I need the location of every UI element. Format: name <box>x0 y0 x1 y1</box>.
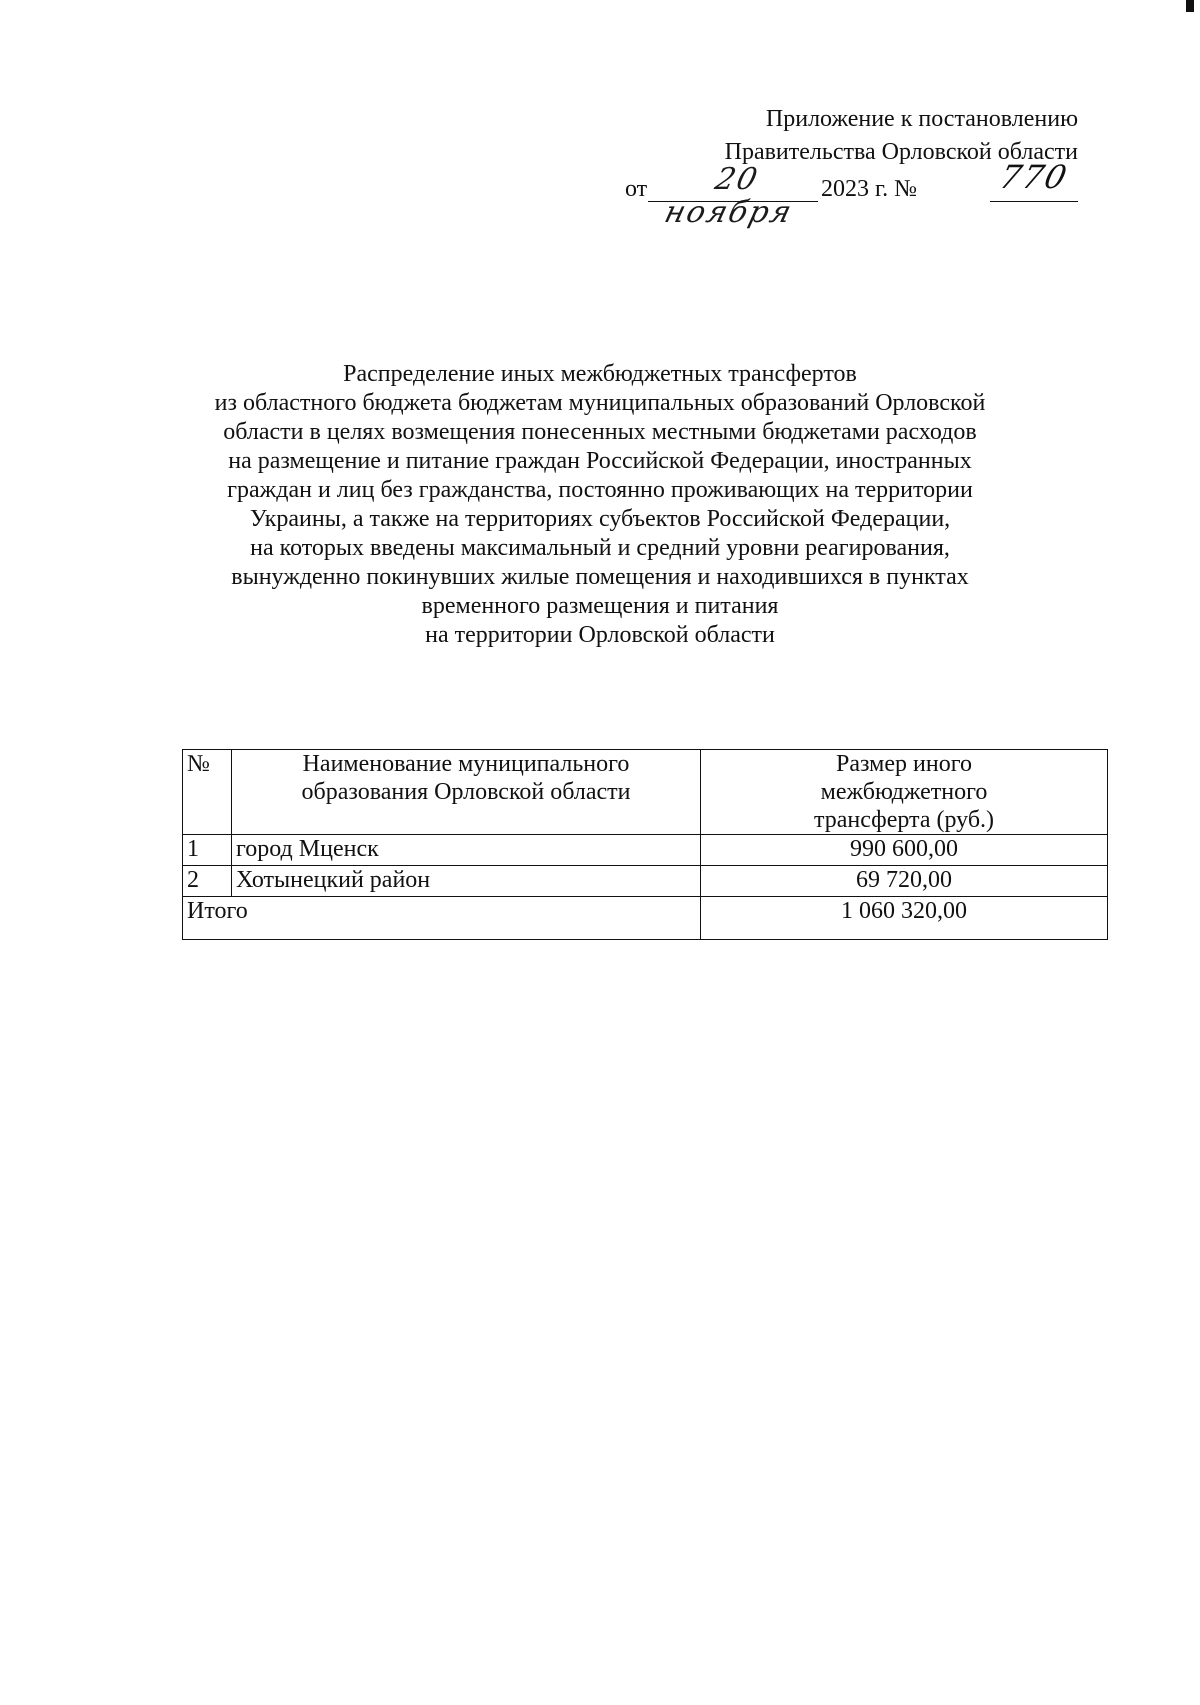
number-underline <box>990 201 1078 202</box>
title-line: граждан и лиц без гражданства, постоянно проживающих на территории <box>227 477 973 503</box>
date-underline <box>648 201 818 202</box>
title-line: вынужденно покинувших жилые помещения и находившихся в пунктах <box>231 564 969 590</box>
date-prefix: от <box>625 176 648 202</box>
header-amount-line: межбюджетного <box>820 779 988 805</box>
total-amount: 1 060 320,00 <box>701 897 1108 940</box>
title-line: на размещение и питание граждан Российской Федерации, иностранных <box>228 448 972 474</box>
row-amount: 990 600,00 <box>701 835 1108 866</box>
row-amount: 69 720,00 <box>701 866 1108 897</box>
total-label: Итого <box>183 897 701 940</box>
header-amount <box>701 750 1108 835</box>
title-line: из областного бюджета бюджетам муниципальных образований Орловской <box>214 390 986 416</box>
header-amount-line: трансферта (руб.) <box>813 807 995 833</box>
row-municipality: Хотынецкий район <box>232 866 701 897</box>
title-line: временного размещения и питания <box>421 593 779 619</box>
row-number: 1 <box>183 835 232 866</box>
year-and-number-label: 2023 г. № <box>821 176 918 202</box>
header-municipality-line: образования Орловской области <box>301 779 631 805</box>
table-total-row <box>183 897 1108 940</box>
handwritten-number: 770 <box>995 158 1073 196</box>
title-line: Украины, а также на территориях субъектов Российской Федерации, <box>249 506 951 532</box>
header-municipality <box>232 750 701 835</box>
table-row <box>183 835 1108 866</box>
title-line: на которых введены максимальный и средний уровни реагирования, <box>250 535 950 561</box>
title-line: Распределение иных межбюджетных трансфертов <box>343 361 857 387</box>
scan-corner-mark <box>1186 0 1194 12</box>
handwritten-date: 20 ноября <box>660 162 797 230</box>
title-line: на территории Орловской области <box>425 622 775 648</box>
table-row <box>183 866 1108 897</box>
title-line: области в целях возмещения понесенных местными бюджетами расходов <box>223 419 977 445</box>
header-number: № <box>183 750 232 835</box>
table-header-row <box>183 750 1108 835</box>
document-title <box>140 360 1060 650</box>
row-municipality: город Мценск <box>232 835 701 866</box>
appendix-line-2: Правительства Орловской области <box>724 139 1078 165</box>
transfers-table <box>182 749 1108 940</box>
appendix-line-1: Приложение к постановлению <box>765 106 1078 132</box>
header-municipality-line: Наименование муниципального <box>302 751 630 777</box>
appendix-date-row <box>600 158 1078 230</box>
header-amount-line: Размер иного <box>836 751 972 777</box>
appendix-header <box>600 103 1078 230</box>
row-number: 2 <box>183 866 232 897</box>
